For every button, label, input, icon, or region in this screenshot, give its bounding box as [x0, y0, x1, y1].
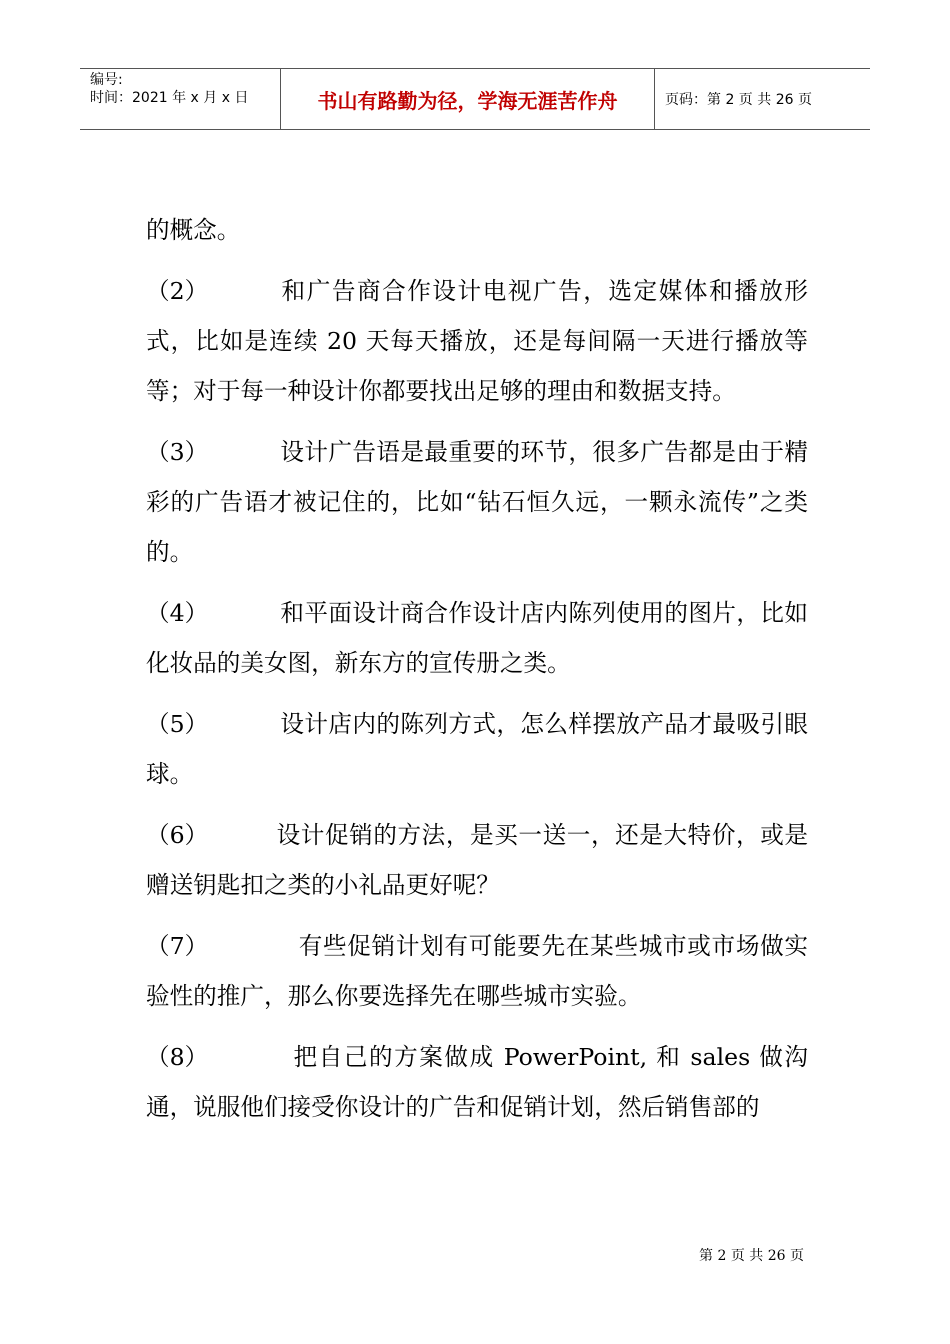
document-number-label: 编号: [90, 72, 123, 88]
page-header [80, 68, 870, 130]
list-item [146, 588, 808, 688]
motto-text: 书山有路勤为径，学海无涯苦作舟 [317, 88, 618, 113]
list-item-text: 设计促销的方法，是买一送一，还是大特价，或是赠送钥匙扣之类的小礼品更好呢？ [146, 821, 808, 899]
list-item-text: 设计店内的陈列方式，怎么样摆放产品才最吸引眼球。 [146, 710, 808, 788]
list-item-text: 把自己的方案做成 PowerPoint, 和 sales 做沟通，说服他们接受你设计的广告和促销计划，然后销售部的 [146, 1043, 808, 1121]
list-item-text: 和平面设计商合作设计店内陈列使用的图片，比如化妆品的美女图，新东方的宣传册之类。 [146, 599, 808, 677]
header-motto [281, 69, 655, 129]
page-footer [699, 1245, 804, 1265]
list-item [146, 266, 808, 416]
header-meta [80, 69, 281, 129]
list-item [146, 921, 808, 1021]
list-item [146, 1032, 808, 1132]
header-page-info [655, 69, 870, 129]
list-item [146, 810, 808, 910]
document-date-label: 时间：2021 年 x 月 x 日 [90, 90, 249, 106]
list-item-number: （8） [146, 1043, 209, 1071]
list-item-number: （6） [146, 821, 209, 849]
paragraph [146, 205, 808, 255]
list-item [146, 427, 808, 577]
list-item-number: （2） [146, 277, 209, 305]
footer-page-number: 第 2 页 共 26 页 [699, 1248, 804, 1264]
paragraph-text: 的概念。 [146, 216, 241, 244]
document-body [146, 205, 808, 1143]
list-item-text: 有些促销计划有可能要先在某些城市或市场做实验性的推广，那么你要选择先在哪些城市实验。 [146, 932, 808, 1010]
list-item-number: （5） [146, 710, 209, 738]
list-item [146, 699, 808, 799]
list-item-number: （7） [146, 932, 209, 960]
header-page-number: 页码：第 2 页 共 26 页 [665, 92, 812, 108]
list-item-number: （3） [146, 438, 209, 466]
list-item-text: 设计广告语是最重要的环节，很多广告都是由于精彩的广告语才被记住的，比如“钻石恒久远，一颗永流传”之类的。 [146, 438, 808, 566]
list-item-text: 和广告商合作设计电视广告，选定媒体和播放形式，比如是连续 20 天每天播放，还是每间隔一天进行播放等等；对于每一种设计你都要找出足够的理由和数据支持。 [146, 277, 808, 405]
list-item-number: （4） [146, 599, 209, 627]
